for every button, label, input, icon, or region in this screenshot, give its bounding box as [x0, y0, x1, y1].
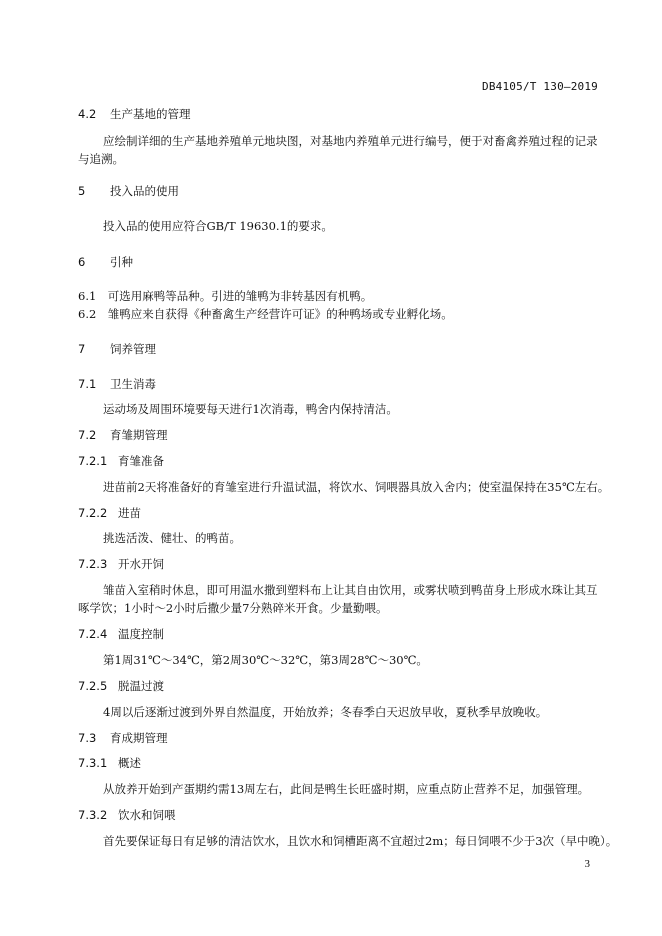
- section-heading-7-3-1: [78, 755, 141, 771]
- section-number: 7: [78, 342, 86, 356]
- section-title: 投入品的使用: [110, 184, 179, 198]
- section-heading-5: [78, 183, 179, 199]
- paragraph-continuation: 啄学饮；1小时～2小时后撒少量7分熟碎米开食。少量勤喂。: [78, 601, 388, 615]
- clause-6-2: 6.2 雏鸭应来自获得《种畜禽生产经营许可证》的种鸭场或专业孵化场。: [78, 307, 453, 321]
- paragraph: 应绘制详细的生产基地养殖单元地块图，对基地内养殖单元进行编号，便于对畜禽养殖过程的记录: [103, 134, 598, 148]
- section-heading-7-2-1: [78, 453, 164, 469]
- section-number: 7.2.1: [78, 454, 108, 468]
- paragraph: 4周以后逐渐过渡到外界自然温度，开始放养；冬春季白天迟放早收，夏秋季早放晚收。: [103, 705, 548, 719]
- section-title: 脱温过渡: [118, 679, 164, 693]
- section-heading-7-2: [78, 427, 168, 443]
- clause-6-1: 6.1 可选用麻鸭等品种。引进的雏鸭为非转基因有机鸭。: [78, 289, 373, 303]
- section-heading-7-3-2: [78, 807, 176, 823]
- section-number: 7.2.4: [78, 627, 108, 641]
- paragraph: 投入品的使用应符合GB/T 19630.1的要求。: [103, 219, 333, 233]
- section-heading-7-2-3: [78, 556, 164, 572]
- section-title: 概述: [118, 756, 141, 770]
- section-title: 引种: [110, 255, 133, 269]
- section-title: 进苗: [118, 506, 141, 520]
- section-number: 5: [78, 184, 86, 198]
- section-title: 生产基地的管理: [110, 107, 191, 121]
- section-heading-7-2-4: [78, 626, 164, 642]
- section-heading-7-2-5: [78, 678, 164, 694]
- section-heading-7: [78, 341, 156, 357]
- document-code: DB4105/T 130—2019: [482, 80, 598, 93]
- section-number: 4.2: [78, 107, 97, 121]
- section-title: 育成期管理: [110, 731, 168, 745]
- section-title: 育雏准备: [118, 454, 164, 468]
- section-title: 饲养管理: [110, 342, 156, 356]
- section-number: 7.2.2: [78, 506, 108, 520]
- paragraph: 挑选活泼、健壮、的鸭苗。: [103, 531, 241, 545]
- section-title: 温度控制: [118, 627, 164, 641]
- paragraph: 进苗前2天将准备好的育雏室进行升温试温，将饮水、饲喂器具放入舍内；使室温保持在35℃左右。: [103, 480, 610, 494]
- section-number: 7.3.2: [78, 808, 108, 822]
- paragraph: 第1周31℃～34℃，第2周30℃～32℃，第3周28℃～30℃。: [103, 653, 428, 667]
- section-number: 7.2.5: [78, 679, 108, 693]
- section-number: 7.2: [78, 428, 97, 442]
- section-number: 7.2.3: [78, 557, 108, 571]
- section-heading-4-2: [78, 106, 191, 122]
- section-title: 开水开饲: [118, 557, 164, 571]
- paragraph-continuation: 与追溯。: [78, 152, 124, 166]
- section-heading-6: [78, 254, 133, 270]
- section-heading-7-3: [78, 730, 168, 746]
- section-title: 卫生消毒: [110, 377, 156, 391]
- section-title: 饮水和饲喂: [118, 808, 176, 822]
- section-title: 育雏期管理: [110, 428, 168, 442]
- section-number: 7.3: [78, 731, 97, 745]
- section-heading-7-2-2: [78, 505, 141, 521]
- section-heading-7-1: [78, 376, 156, 392]
- paragraph: 运动场及周围环境要每天进行1次消毒，鸭舍内保持清洁。: [103, 402, 398, 416]
- paragraph: 从放养开始到产蛋期约需13周左右，此间是鸭生长旺盛时期，应重点防止营养不足，加强管理。: [103, 782, 590, 796]
- paragraph: 雏苗入室稍时休息，即可用温水撒到塑料布上让其自由饮用，或雾状喷到鸭苗身上形成水珠让其互: [103, 583, 598, 597]
- paragraph: 首先要保证每日有足够的清洁饮水，且饮水和饲槽距离不宜超过2m；每日饲喂不少于3次（早中晚）。: [103, 834, 618, 848]
- page-number: 3: [584, 858, 590, 870]
- section-number: 7.3.1: [78, 756, 108, 770]
- section-number: 6: [78, 255, 86, 269]
- section-number: 7.1: [78, 377, 97, 391]
